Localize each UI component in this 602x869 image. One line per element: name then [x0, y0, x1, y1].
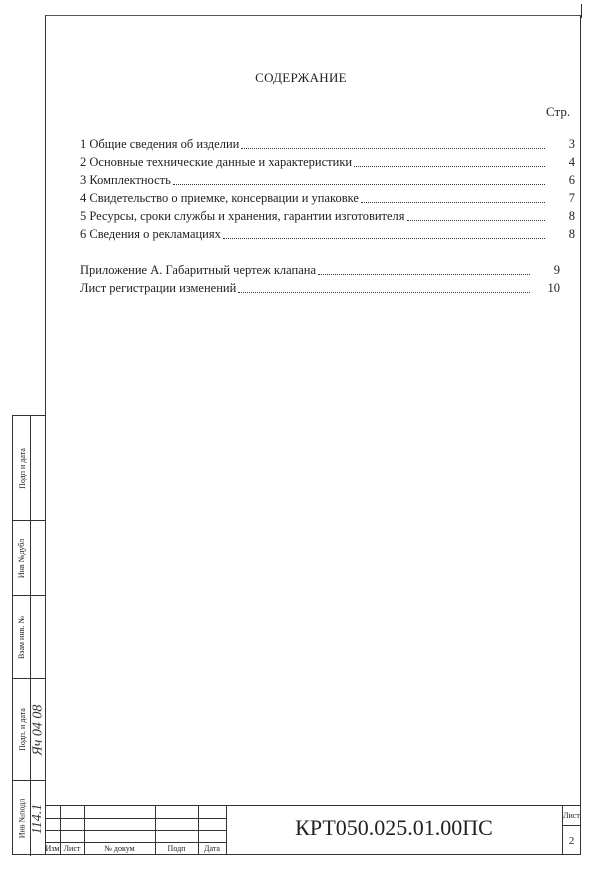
col-izm: Изм: [45, 844, 60, 853]
stamp-label: Инв №дубл: [17, 538, 27, 578]
toc-list: [80, 136, 575, 246]
col-data: Дата: [204, 844, 220, 853]
toc-label: 3 Комплектность: [80, 173, 171, 187]
toc-page: 10: [547, 281, 560, 295]
page-title: СОДЕРЖАНИЕ: [255, 70, 347, 85]
title-block: [45, 805, 581, 855]
toc-label: 1 Общие сведения об изделии: [80, 137, 240, 151]
leader-dots: [354, 166, 545, 167]
stamp-inv-dubl: [13, 521, 46, 596]
page-column-label: Стр.: [546, 104, 571, 119]
stamp-label: Подп и дата: [17, 447, 27, 489]
toc-item[interactable]: [80, 280, 560, 296]
stamp-vzam-inv: [13, 596, 46, 679]
toc-label: 2 Основные технические данные и характеристики: [80, 155, 353, 169]
toc-item[interactable]: [80, 172, 575, 188]
col-podp: Подп: [167, 844, 186, 853]
toc-label: 4 Свидетельство о приемке, консервации и упаковке: [80, 191, 359, 205]
toc-item[interactable]: [80, 262, 560, 278]
toc-label: 6 Сведения о рекламациях: [80, 227, 221, 241]
side-stamp: [12, 415, 45, 855]
frame-line: [581, 4, 582, 18]
handwritten-signature: Яч 04 08: [30, 704, 46, 755]
document-code: КРТ050.025.01.00ПС: [295, 815, 493, 840]
appendix-list: [80, 262, 560, 298]
leader-dots: [241, 148, 545, 149]
col-list: Лист: [63, 844, 81, 853]
leader-dots: [407, 220, 545, 221]
col-doc-no: № докум: [104, 844, 135, 853]
toc-page: 6: [568, 173, 575, 187]
toc-item[interactable]: [80, 154, 575, 170]
stamp-label: Взам инв. №: [17, 615, 27, 659]
leader-dots: [318, 274, 530, 275]
toc-page: 8: [568, 227, 575, 241]
stamp-label: Подп. и дата: [17, 708, 27, 751]
stamp-inv-podl: [13, 781, 46, 856]
toc-item[interactable]: [80, 136, 575, 152]
toc-item[interactable]: [80, 190, 575, 206]
leader-dots: [361, 202, 545, 203]
leader-dots: [173, 184, 545, 185]
leader-dots: [238, 292, 530, 293]
toc-page: 3: [568, 137, 575, 151]
toc-page: 9: [553, 263, 560, 277]
toc-page: 7: [568, 191, 575, 205]
toc-label: 5 Ресурсы, сроки службы и хранения, гарантии изготовителя: [80, 209, 405, 223]
sheet-number: 2: [568, 835, 575, 847]
leader-dots: [223, 238, 545, 239]
stamp-podp-data-top: [13, 416, 46, 521]
toc-label: Лист регистрации изменений: [80, 281, 237, 295]
divider: [562, 825, 581, 826]
toc-page: 4: [568, 155, 575, 169]
stamp-podp-data: [13, 679, 46, 781]
toc-page: 8: [568, 209, 575, 223]
handwritten-inventory-number: 114.1: [30, 803, 46, 834]
toc-item[interactable]: [80, 226, 575, 242]
toc-label: Приложение А. Габаритный чертеж клапана: [80, 263, 317, 277]
divider: [45, 805, 581, 806]
sheet-label: Лист: [563, 811, 580, 820]
toc-item[interactable]: [80, 208, 575, 224]
stamp-label: Инв №подл: [17, 798, 27, 839]
